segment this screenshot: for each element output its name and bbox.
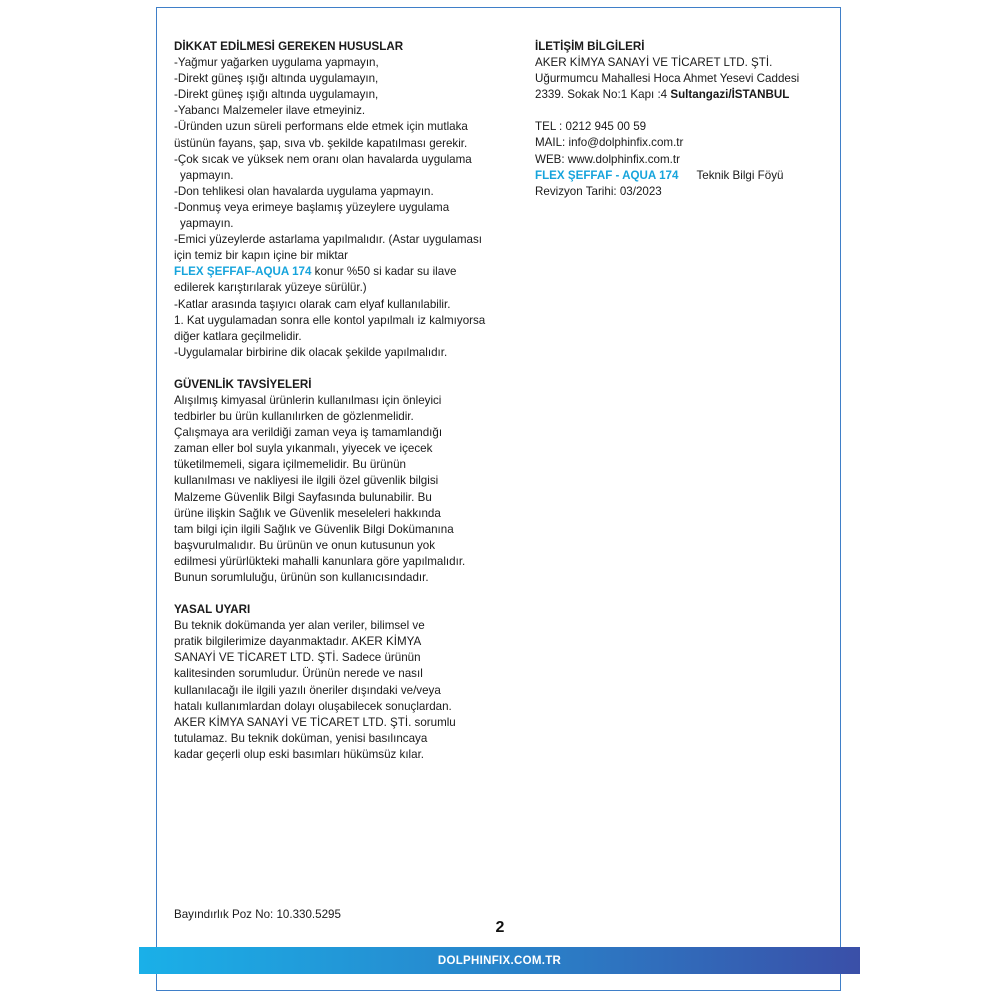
guvenlik-line: tüketilmemeli, sigara içilmemelidir. Bu ürünün bbox=[174, 458, 406, 472]
footer-website-link[interactable]: DOLPHINFIX.COM.TR bbox=[437, 954, 562, 967]
dikkat-line: -Emici yüzeylerde astarlama yapılmalıdır. (Astar uygulaması bbox=[174, 233, 482, 247]
spacer bbox=[535, 103, 835, 119]
poz-number: Bayındırlık Poz No: 10.330.5295 bbox=[174, 908, 341, 921]
brand-product-name: FLEX ŞEFFAF-AQUA 174 bbox=[174, 265, 312, 279]
dikkat-line: -Uygulamalar birbirine dik olacak şekilde yapılmalıdır. bbox=[174, 345, 448, 359]
product-line bbox=[535, 168, 835, 184]
dikkat-line: üstünün fayans, şap, sıva vb. şekilde kapatılması gerekir. bbox=[174, 136, 468, 150]
yasal-line: SANAYİ VE TİCARET LTD. ŞTİ. Sadece ürünün bbox=[174, 651, 421, 665]
dikkat-line: -Çok sıcak ve yüksek nem oranı olan havalarda uygulama bbox=[174, 152, 472, 166]
address-street: 2339. Sokak No:1 Kapı :4 bbox=[535, 88, 671, 102]
dikkat-title: DİKKAT EDİLMESİ GEREKEN HUSUSLAR bbox=[174, 40, 404, 53]
footer-bar bbox=[139, 947, 860, 974]
guvenlik-line: tam bilgi için ilgili Sağlık ve Güvenlik Bilgi Dokümanına bbox=[174, 522, 454, 536]
left-column bbox=[174, 39, 514, 779]
dikkat-line: -Katlar arasında taşıyıcı olarak cam elyaf kullanılabilir. bbox=[174, 297, 451, 311]
guvenlik-line: edilmesi yürürlükteki mahalli kanunlara göre yapılmalıdır. bbox=[174, 554, 466, 568]
dikkat-line: yapmayın. bbox=[180, 168, 234, 182]
guvenlik-title: GÜVENLİK TAVSİYELERİ bbox=[174, 377, 312, 391]
page-number: 2 bbox=[495, 919, 505, 936]
website-address[interactable]: WEB: www.dolphinfix.com.tr bbox=[535, 152, 680, 166]
right-column bbox=[535, 39, 835, 216]
email-address[interactable]: MAIL: info@dolphinfix.com.tr bbox=[535, 136, 684, 150]
dikkat-line: yapmayın. bbox=[180, 217, 234, 231]
yasal-line: Bu teknik dokümanda yer alan veriler, bilimsel ve bbox=[174, 619, 425, 633]
yasal-line: hatalı kullanımlardan dolayı oluşabilecek sonuçlardan. bbox=[174, 699, 452, 713]
guvenlik-line: Malzeme Güvenlik Bilgi Sayfasında bulunabilir. Bu bbox=[174, 490, 432, 504]
dikkat-line: için temiz bir kapın içine bir miktar bbox=[174, 249, 348, 263]
yasal-line: kullanılacağı ile ilgili yazılı öneriler dışındaki ve/veya bbox=[174, 683, 441, 697]
dikkat-line: -Yabancı Malzemeler ilave etmeyiniz. bbox=[174, 104, 366, 118]
section-guvenlik bbox=[174, 377, 514, 586]
guvenlik-line: tedbirler bu ürün kullanılırken de gözlenmelidir. bbox=[174, 410, 414, 424]
address-district: Sultangazi bbox=[670, 88, 729, 102]
guvenlik-line: Çalışmaya ara verildiği zaman veya iş tamamlandığı bbox=[174, 426, 443, 440]
guvenlik-line: kullanılması ve nakliyesi ile ilgili özel güvenlik bilgisi bbox=[174, 474, 439, 488]
address-separator: / bbox=[728, 88, 732, 102]
yasal-line: kadar geçerli olup eski basımları hükümsüz kılar. bbox=[174, 747, 425, 761]
yasal-line: tutulamaz. Bu teknik doküman, yenisi basılıncaya bbox=[174, 731, 428, 745]
dikkat-line: -Donmuş veya erimeye başlamış yüzeylere uygulama bbox=[174, 200, 450, 214]
dikkat-line: -Yağmur yağarken uygulama yapmayın, bbox=[174, 56, 379, 70]
yasal-line: AKER KİMYA SANAYİ VE TİCARET LTD. ŞTİ. sorumlu bbox=[174, 715, 456, 729]
address-line-1: Uğurmumcu Mahallesi Hoca Ahmet Yesevi Caddesi bbox=[535, 72, 800, 86]
product-name: FLEX ŞEFFAF - AQUA 174 bbox=[535, 168, 679, 182]
doc-type: Teknik Bilgi Föyü bbox=[696, 168, 784, 182]
dikkat-line: diğer katlara geçilmelidir. bbox=[174, 329, 302, 343]
yasal-line: pratik bilgilerimize dayanmaktadır. AKER KİMYA bbox=[174, 635, 422, 649]
section-yasal bbox=[174, 602, 514, 763]
brand-line-rest: konur %50 si kadar su ilave bbox=[311, 265, 457, 279]
yasal-title: YASAL UYARI bbox=[174, 603, 251, 617]
guvenlik-line: ürüne ilişkin Sağlık ve Güvenlik meseleleri hakkında bbox=[174, 506, 441, 520]
address-line-2 bbox=[535, 87, 835, 103]
dikkat-line: edilerek karıştırılarak yüzeye sürülür.) bbox=[174, 281, 367, 295]
guvenlik-line: zaman eller bol suyla yıkanmalı, yiyecek ve içecek bbox=[174, 442, 433, 456]
yasal-line: kalitesinden sorumludur. Ürünün nerede ve nasıl bbox=[174, 667, 423, 681]
dikkat-line: -Üründen uzun süreli performans elde etmek için mutlaka bbox=[174, 120, 468, 134]
guvenlik-line: Bunun sorumluluğu, ürünün son kullanıcısındadır. bbox=[174, 571, 429, 584]
section-dikkat bbox=[174, 39, 514, 361]
section-iletisim bbox=[535, 39, 835, 200]
dikkat-brand-line bbox=[174, 264, 514, 280]
dikkat-line: -Direkt güneş ışığı altında uygulamayın, bbox=[174, 88, 379, 102]
guvenlik-line: Alışılmış kimyasal ürünlerin kullanılması için önleyici bbox=[174, 393, 442, 407]
iletisim-title: İLETİŞİM BİLGİLERİ bbox=[535, 40, 645, 53]
dikkat-line: 1. Kat uygulamadan sonra elle kontol yapılmalı iz kalmıyorsa bbox=[174, 313, 486, 327]
dikkat-line: -Direkt güneş ışığı altında uygulamayın, bbox=[174, 72, 379, 86]
phone-number: TEL : 0212 945 00 59 bbox=[535, 120, 647, 134]
address-city: İSTANBUL bbox=[731, 88, 790, 102]
guvenlik-line: başvurulmalıdır. Bu ürünün ve onun kutusunun yok bbox=[174, 538, 436, 552]
revision-date: Revizyon Tarihi: 03/2023 bbox=[535, 184, 662, 198]
dikkat-line: -Don tehlikesi olan havalarda uygulama yapmayın. bbox=[174, 184, 434, 198]
company-name: AKER KİMYA SANAYİ VE TİCARET LTD. ŞTİ. bbox=[535, 56, 773, 70]
